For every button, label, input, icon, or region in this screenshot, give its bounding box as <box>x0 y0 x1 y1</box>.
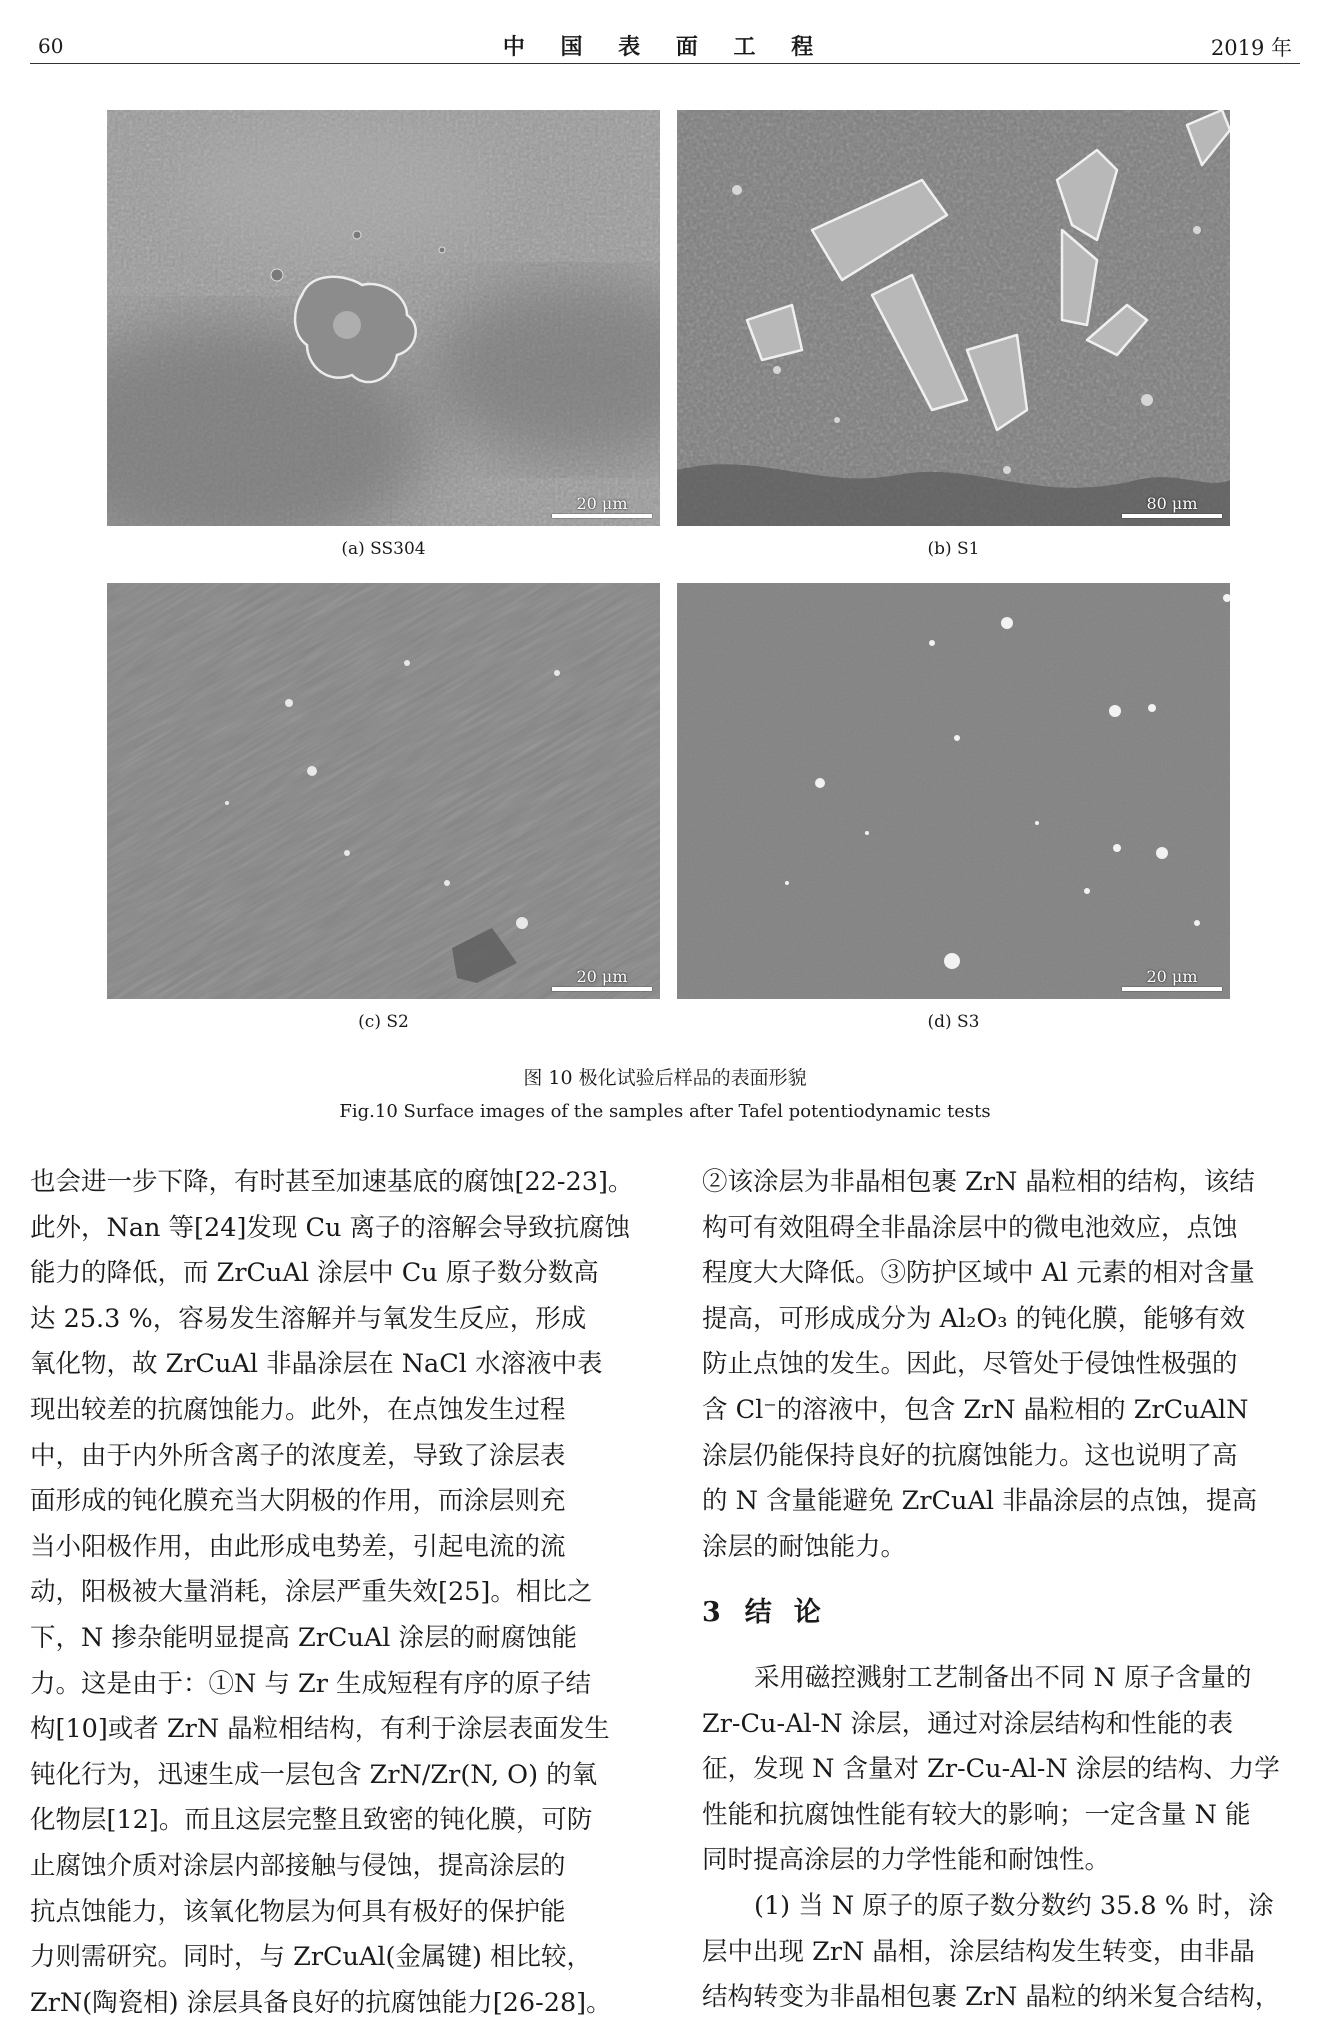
sem-image-a-graphic <box>107 110 660 526</box>
text-line: 此外，Nan 等[24]发现 Cu 离子的溶解会导致抗腐蚀 <box>30 1212 631 1243</box>
text-line: 抗点蚀能力，该氧化物层为何具有极好的保护能 <box>30 1896 566 1927</box>
section-title: 结论 <box>744 1597 843 1629</box>
scale-bar-label: 20 μm <box>576 967 628 986</box>
text-line: 涂层仍能保持良好的抗腐蚀能力。这也说明了高 <box>702 1440 1238 1471</box>
journal-title: 中 国 表 面 工 程 <box>502 34 828 60</box>
text-line: 防止点蚀的发生。因此，尽管处于侵蚀性极强的 <box>702 1349 1238 1380</box>
text-line: 程度大大降低。③防护区域中 Al 元素的相对含量 <box>702 1258 1255 1289</box>
text-line: 构[10]或者 ZrN 晶粒相结构，有利于涂层表面发生 <box>30 1714 610 1745</box>
text-line: ZrN(陶瓷相) 涂层具备良好的抗腐蚀能力[26-28]。 <box>30 1987 612 2018</box>
text-line: 结构转变为非晶相包裹 ZrN 晶粒的纳米复合结构， <box>702 1982 1281 2013</box>
text-line: 同时提高涂层的力学性能和耐蚀性。 <box>702 1845 1111 1876</box>
right-paragraph-3 <box>702 1884 1309 2021</box>
text-line: 含 Cl⁻的溶液中，包含 ZrN 晶粒相的 ZrCuAlN <box>702 1394 1249 1425</box>
text-line: 力则需研究。同时，与 ZrCuAl(金属键) 相比较， <box>30 1942 593 1973</box>
scale-bar-label: 20 μm <box>576 494 628 513</box>
issue-year: 2019 年 <box>1210 36 1292 60</box>
text-line: 化物层[12]。而且这层完整且致密的钝化膜，可防 <box>30 1805 593 1836</box>
text-line: 构可有效阻碍全非晶涂层中的微电池效应，点蚀 <box>702 1212 1238 1243</box>
text-line: (1) 当 N 原子的原子数分数约 35.8 % 时，涂 <box>754 1890 1274 1921</box>
page-number: 60 <box>38 34 64 58</box>
section-heading <box>702 1590 1309 1636</box>
text-line: 也会进一步下降，有时甚至加速基底的腐蚀[22-23]。 <box>30 1167 634 1197</box>
scale-bar-line <box>552 987 652 991</box>
text-line: 涂层的耐蚀能力。 <box>702 1531 907 1562</box>
scale-bar-line <box>1122 987 1222 991</box>
text-line: 层中出现 ZrN 晶相，涂层结构发生转变，由非晶 <box>702 1936 1255 1967</box>
scale-bar-b <box>1122 494 1222 518</box>
sem-image-d <box>677 583 1230 999</box>
sem-image-b <box>677 110 1230 526</box>
text-line: 当小阳极作用，由此形成电势差，引起电流的流 <box>30 1531 566 1562</box>
text-line: 提高，可形成成分为 Al₂O₃ 的钝化膜，能够有效 <box>702 1303 1246 1334</box>
scale-bar-label: 80 μm <box>1146 494 1198 513</box>
text-line: 中，由于内外所含离子的浓度差，导致了涂层表 <box>30 1440 566 1471</box>
scale-bar-line <box>1122 514 1222 518</box>
subcaption-c: (c) S2 <box>358 1012 409 1032</box>
header-rule <box>30 63 1300 64</box>
text-line: 止腐蚀介质对涂层内部接触与侵蚀，提高涂层的 <box>30 1850 566 1881</box>
sem-image-b-graphic <box>677 110 1230 526</box>
section-number: 3 <box>702 1597 721 1629</box>
text-line: 达 25.3 %，容易发生溶解并与氧发生反应，形成 <box>30 1303 587 1334</box>
text-line: 现出较差的抗腐蚀能力。此外，在点蚀发生过程 <box>30 1394 566 1425</box>
text-line: ②该涂层为非晶相包裹 ZrN 晶粒相的结构，该结 <box>702 1167 1255 1197</box>
subcaption-a: (a) SS304 <box>341 539 426 559</box>
running-header <box>30 28 1300 64</box>
sem-image-a <box>107 110 660 526</box>
scale-bar-c <box>552 967 652 991</box>
sem-image-c <box>107 583 660 999</box>
text-line: 采用磁控溅射工艺制备出不同 N 原子含量的 <box>754 1662 1252 1693</box>
text-line: 氧化物，故 ZrCuAl 非晶涂层在 NaCl 水溶液中表 <box>30 1349 603 1380</box>
text-line: 动，阳极被大量消耗，涂层严重失效[25]。相比之 <box>30 1577 593 1608</box>
scale-bar-label: 20 μm <box>1146 967 1198 986</box>
figure-caption-en: Fig.10 Surface images of the samples after Tafel potentiodynamic tests <box>339 1101 991 1122</box>
scale-bar-line <box>552 514 652 518</box>
text-line: 力。这是由于：①N 与 Zr 生成短程有序的原子结 <box>30 1668 592 1699</box>
text-line: 能力的降低，而 ZrCuAl 涂层中 Cu 原子数分数高 <box>30 1258 599 1289</box>
right-paragraph-1 <box>702 1160 1309 1570</box>
scale-bar-d <box>1122 967 1222 991</box>
text-line: 下，N 掺杂能明显提高 ZrCuAl 涂层的耐腐蚀能 <box>30 1622 578 1653</box>
sem-image-c-graphic <box>107 583 660 999</box>
subcaption-b: (b) S1 <box>927 539 980 559</box>
figure-caption-cn: 图 10 极化试验后样品的表面形貌 <box>523 1067 807 1089</box>
subcaption-d: (d) S3 <box>927 1012 980 1032</box>
scale-bar-a <box>552 494 652 518</box>
left-paragraph <box>30 1160 637 2026</box>
text-line: 面形成的钝化膜充当大阴极的作用，而涂层则充 <box>30 1486 566 1517</box>
left-column <box>30 1160 637 2026</box>
text-line: Zr-Cu-Al-N 涂层，通过对涂层结构和性能的表 <box>702 1708 1234 1739</box>
text-line: 钝化行为，迅速生成一层包含 ZrN/Zr(N, O) 的氧 <box>30 1759 598 1790</box>
text-line: 性能和抗腐蚀性能有较大的影响；一定含量 N 能 <box>702 1799 1251 1830</box>
text-line: 征，发现 N 含量对 Zr-Cu-Al-N 涂层的结构、力学 <box>702 1754 1280 1785</box>
right-paragraph-2 <box>702 1656 1309 1884</box>
right-column <box>702 1160 1309 2021</box>
sem-image-d-graphic <box>677 583 1230 999</box>
text-line: 的 N 含量能避免 ZrCuAl 非晶涂层的点蚀，提高 <box>702 1486 1258 1517</box>
